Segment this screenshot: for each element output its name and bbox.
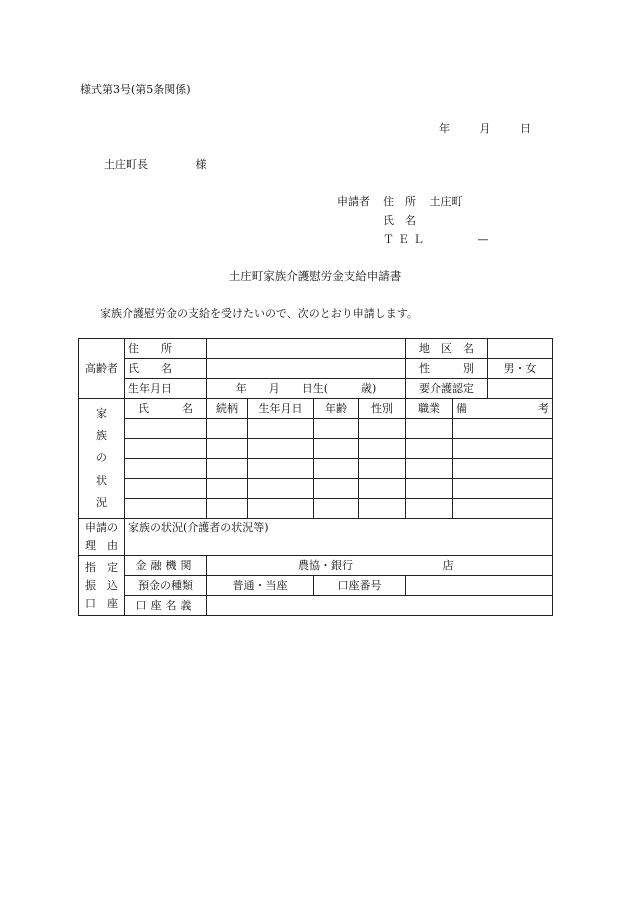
bank-type: 農協・銀行	[298, 558, 353, 572]
date-year: 年	[439, 122, 450, 135]
elderly-section-label: 高齢者	[79, 339, 125, 399]
elderly-birth-label: 生年月日	[125, 379, 207, 399]
family-cell[interactable]	[248, 419, 314, 439]
family-cell[interactable]	[314, 479, 359, 499]
family-cell[interactable]	[359, 459, 406, 479]
district-field[interactable]	[488, 339, 553, 359]
family-row	[79, 499, 553, 519]
family-cell[interactable]	[248, 439, 314, 459]
account-number-field[interactable]	[406, 576, 553, 596]
sex-field[interactable]: 男・女	[488, 359, 553, 379]
family-char-5: 況	[96, 496, 107, 510]
applicant-address-label: 住 所	[383, 195, 416, 208]
family-col-note: 備 考	[453, 399, 553, 419]
applicant-name-label: 氏 名	[383, 214, 416, 227]
family-cell[interactable]	[453, 459, 553, 479]
elderly-name-label: 氏 名	[125, 359, 207, 379]
applicant-address	[383, 193, 463, 209]
family-cell[interactable]	[314, 459, 359, 479]
deposit-type-label: 預金の種類	[125, 576, 207, 596]
family-cell[interactable]	[314, 419, 359, 439]
applicant-tel	[383, 231, 489, 247]
reason-section-label: 申請の 理 由	[79, 519, 125, 556]
family-char-1: 家	[96, 406, 107, 420]
family-cell[interactable]	[453, 479, 553, 499]
family-cell[interactable]	[314, 439, 359, 459]
family-char-3: の	[96, 451, 107, 465]
family-cell[interactable]	[406, 499, 453, 519]
family-cell[interactable]	[359, 439, 406, 459]
family-cell[interactable]	[248, 479, 314, 499]
page-title: 土庄町家族介護慰労金支給申請書	[228, 269, 402, 283]
family-col-relation: 続柄	[207, 399, 248, 419]
applicant-tel-value: —	[477, 233, 489, 246]
family-col-sex: 性別	[359, 399, 406, 419]
family-col-birth: 生年月日	[248, 399, 314, 419]
date-month: 月	[479, 122, 491, 135]
elderly-address-label: 住 所	[125, 339, 207, 359]
account-holder-field[interactable]	[207, 596, 553, 616]
application-form-table	[78, 338, 553, 616]
sex-label: 性 別	[406, 359, 488, 379]
family-cell[interactable]	[207, 459, 248, 479]
family-cell[interactable]	[207, 419, 248, 439]
addressee-name: 土庄町長	[104, 158, 148, 171]
family-row	[79, 479, 553, 499]
reason-caption: 家族の状況(介護者の状況等)	[128, 521, 269, 534]
reason-field[interactable]	[125, 519, 553, 556]
family-cell[interactable]	[207, 479, 248, 499]
family-cell[interactable]	[359, 499, 406, 519]
family-cell[interactable]	[248, 499, 314, 519]
family-row	[79, 419, 553, 439]
family-cell[interactable]	[359, 479, 406, 499]
family-cell[interactable]	[207, 499, 248, 519]
family-char-4: 状	[96, 473, 107, 487]
family-cell[interactable]	[125, 479, 207, 499]
form-number: 様式第3号(第5条関係)	[80, 83, 191, 96]
account-number-label: 口座番号	[314, 576, 406, 596]
applicant-label: 申請者	[337, 195, 370, 208]
family-cell[interactable]	[207, 439, 248, 459]
deposit-type-field[interactable]: 普通・当座	[207, 576, 314, 596]
family-cell[interactable]	[125, 459, 207, 479]
elderly-address-field[interactable]	[207, 339, 406, 359]
family-cell[interactable]	[359, 419, 406, 439]
family-char-2: 族	[96, 429, 107, 443]
family-cell[interactable]	[314, 499, 359, 519]
account-holder-label: 口座名義	[125, 596, 207, 616]
elderly-birth-field[interactable]: 年 月 日生( 歳)	[207, 379, 406, 399]
addressee-suffix: 様	[195, 158, 207, 171]
date-line	[439, 120, 531, 136]
family-cell[interactable]	[406, 439, 453, 459]
branch-suffix: 店	[442, 558, 454, 572]
family-cell[interactable]	[453, 499, 553, 519]
bank-field[interactable]	[207, 556, 553, 576]
family-col-job: 職業	[406, 399, 453, 419]
family-cell[interactable]	[406, 479, 453, 499]
family-col-name: 氏 名	[125, 399, 207, 419]
elderly-name-field[interactable]	[207, 359, 406, 379]
account-section-label: 指 定 振 込 口 座	[79, 556, 125, 616]
family-section-label	[79, 399, 125, 519]
intro-text: 家族介護慰労金の支給を受けたいので、次のとおり申請します。	[100, 307, 418, 320]
district-label: 地 区 名	[406, 339, 488, 359]
family-cell[interactable]	[406, 419, 453, 439]
family-cell[interactable]	[453, 419, 553, 439]
applicant-address-value: 土庄町	[429, 195, 463, 208]
date-day: 日	[520, 122, 531, 135]
family-cell[interactable]	[248, 459, 314, 479]
applicant-tel-label: ＴＥＬ	[383, 233, 428, 246]
family-col-age: 年齢	[314, 399, 359, 419]
bank-label: 金融機関	[125, 556, 207, 576]
family-cell[interactable]	[125, 439, 207, 459]
family-cell[interactable]	[125, 419, 207, 439]
care-level-field[interactable]	[488, 379, 553, 399]
family-cell[interactable]	[453, 439, 553, 459]
family-row	[79, 459, 553, 479]
addressee	[104, 156, 207, 172]
care-level-label: 要介護認定	[406, 379, 488, 399]
family-cell[interactable]	[125, 499, 207, 519]
family-row	[79, 439, 553, 459]
family-cell[interactable]	[406, 459, 453, 479]
